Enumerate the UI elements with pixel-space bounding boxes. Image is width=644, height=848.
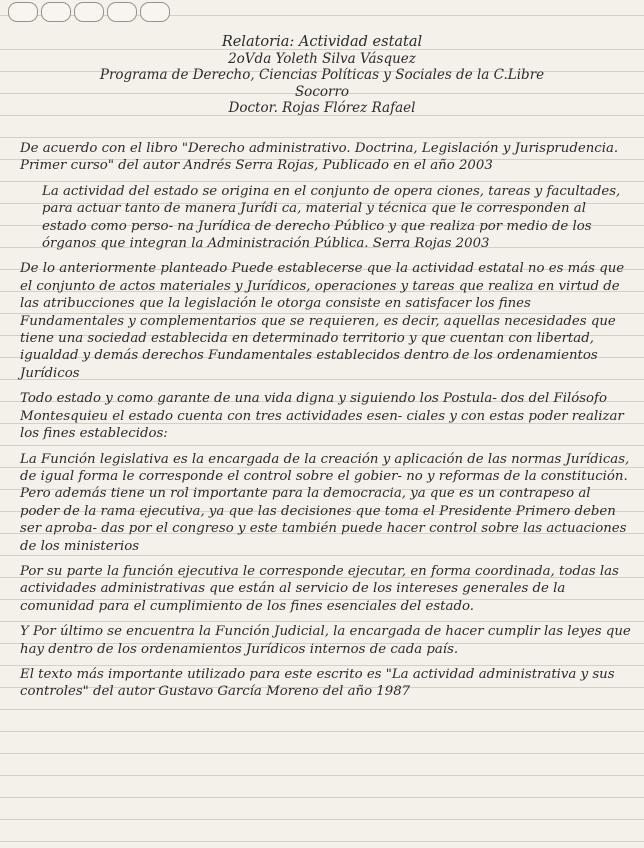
document-title: Relatoria: Actividad estatal	[221, 34, 423, 50]
body-paragraph-1: De lo anteriormente planteado Puede establecerse que la actividad estatal no es más que el conjunto de actos materiales y Jurídicos, operaciones y tareas que realiza en virtud de las atribucciones que la legislación le otorga consiste en satisfacer los fines Fundamentales y complementarios que se requieren, es decir, aquellas necesidades que tiene una sociedad establecida en determinado territorio y que cuentan con libertad, igualdad y demás derechos Fundamentales establecidos dentro de los ordenamientos Jurídicos	[20, 261, 625, 381]
body-paragraph-5: Y Por último se encuentra la Función Judicial, la encargada de hacer cumplir las leyes que hay dentro de los ordenamientos Jurídicos internos de cada país.	[20, 624, 631, 657]
body-paragraph-4: Por su parte la función ejecutiva le corresponde ejecutar, en forma coordinada, todas las actividades administrativas que están al servicio de los intereses generales de la comunidad para el cumplimiento de los fines esenciales del estado.	[20, 563, 619, 614]
body-paragraph-6: El texto más importante utilizado para este escrito es "La actividad administrativa y sus controles" del autor Gustavo García Moreno del año 1987	[20, 666, 615, 700]
binder-hole	[107, 2, 137, 22]
program-name: Programa de Derecho, Ciencias Políticas y Sociales de la C.Libre	[99, 67, 545, 83]
document-body	[20, 140, 632, 709]
binder-hole	[8, 2, 38, 22]
quote-paragraph: La actividad del estado se origina en el conjunto de opera ciones, tareas y facultades, para actuar tanto de manera Jurídi ca, material y técnica que le corresponden al estado como perso- na Jurídica de derecho Público y que realiza por medio de los órganos que integran la Administración Pública. Serra Rojas 2003	[42, 183, 621, 252]
professor-name: Doctor. Rojas Flórez Rafael	[228, 100, 416, 116]
binder-hole	[41, 2, 71, 22]
student-name: 2oVda Yoleth Silva Vásquez	[228, 50, 416, 67]
binder-hole	[74, 2, 104, 22]
document-header	[0, 34, 644, 117]
body-paragraph-2: Todo estado y como garante de una vida digna y siguiendo los Postula- dos del Filósofo Montesquieu el estado cuenta con tres actividades esen- ciales y con estas poder realizar los fines establecidos:	[20, 391, 624, 442]
city-name: Socorro	[294, 83, 350, 100]
binder-holes	[8, 2, 170, 24]
intro-paragraph: De acuerdo con el libro "Derecho administrativo. Doctrina, Legislación y Jurisprudencia. Primer curso" del autor Andrés Serra Rojas, Publicado en el año 2003	[20, 141, 619, 174]
binder-hole	[140, 2, 170, 22]
body-paragraph-3: La Función legislativa es la encargada de la creación y aplicación de las normas Jurídicas, de igual forma le corresponde el control sobre el gobier- no y reformas de la constitución. Pero además tiene un rol importante para la democracia, ya que es un contrapeso al poder de la rama ejecutiva, ya que las decisiones que toma el Presidente Primero deben ser aproba- das por el congreso y este también puede hacer control sobre las actuaciones de los ministerios	[20, 451, 630, 554]
